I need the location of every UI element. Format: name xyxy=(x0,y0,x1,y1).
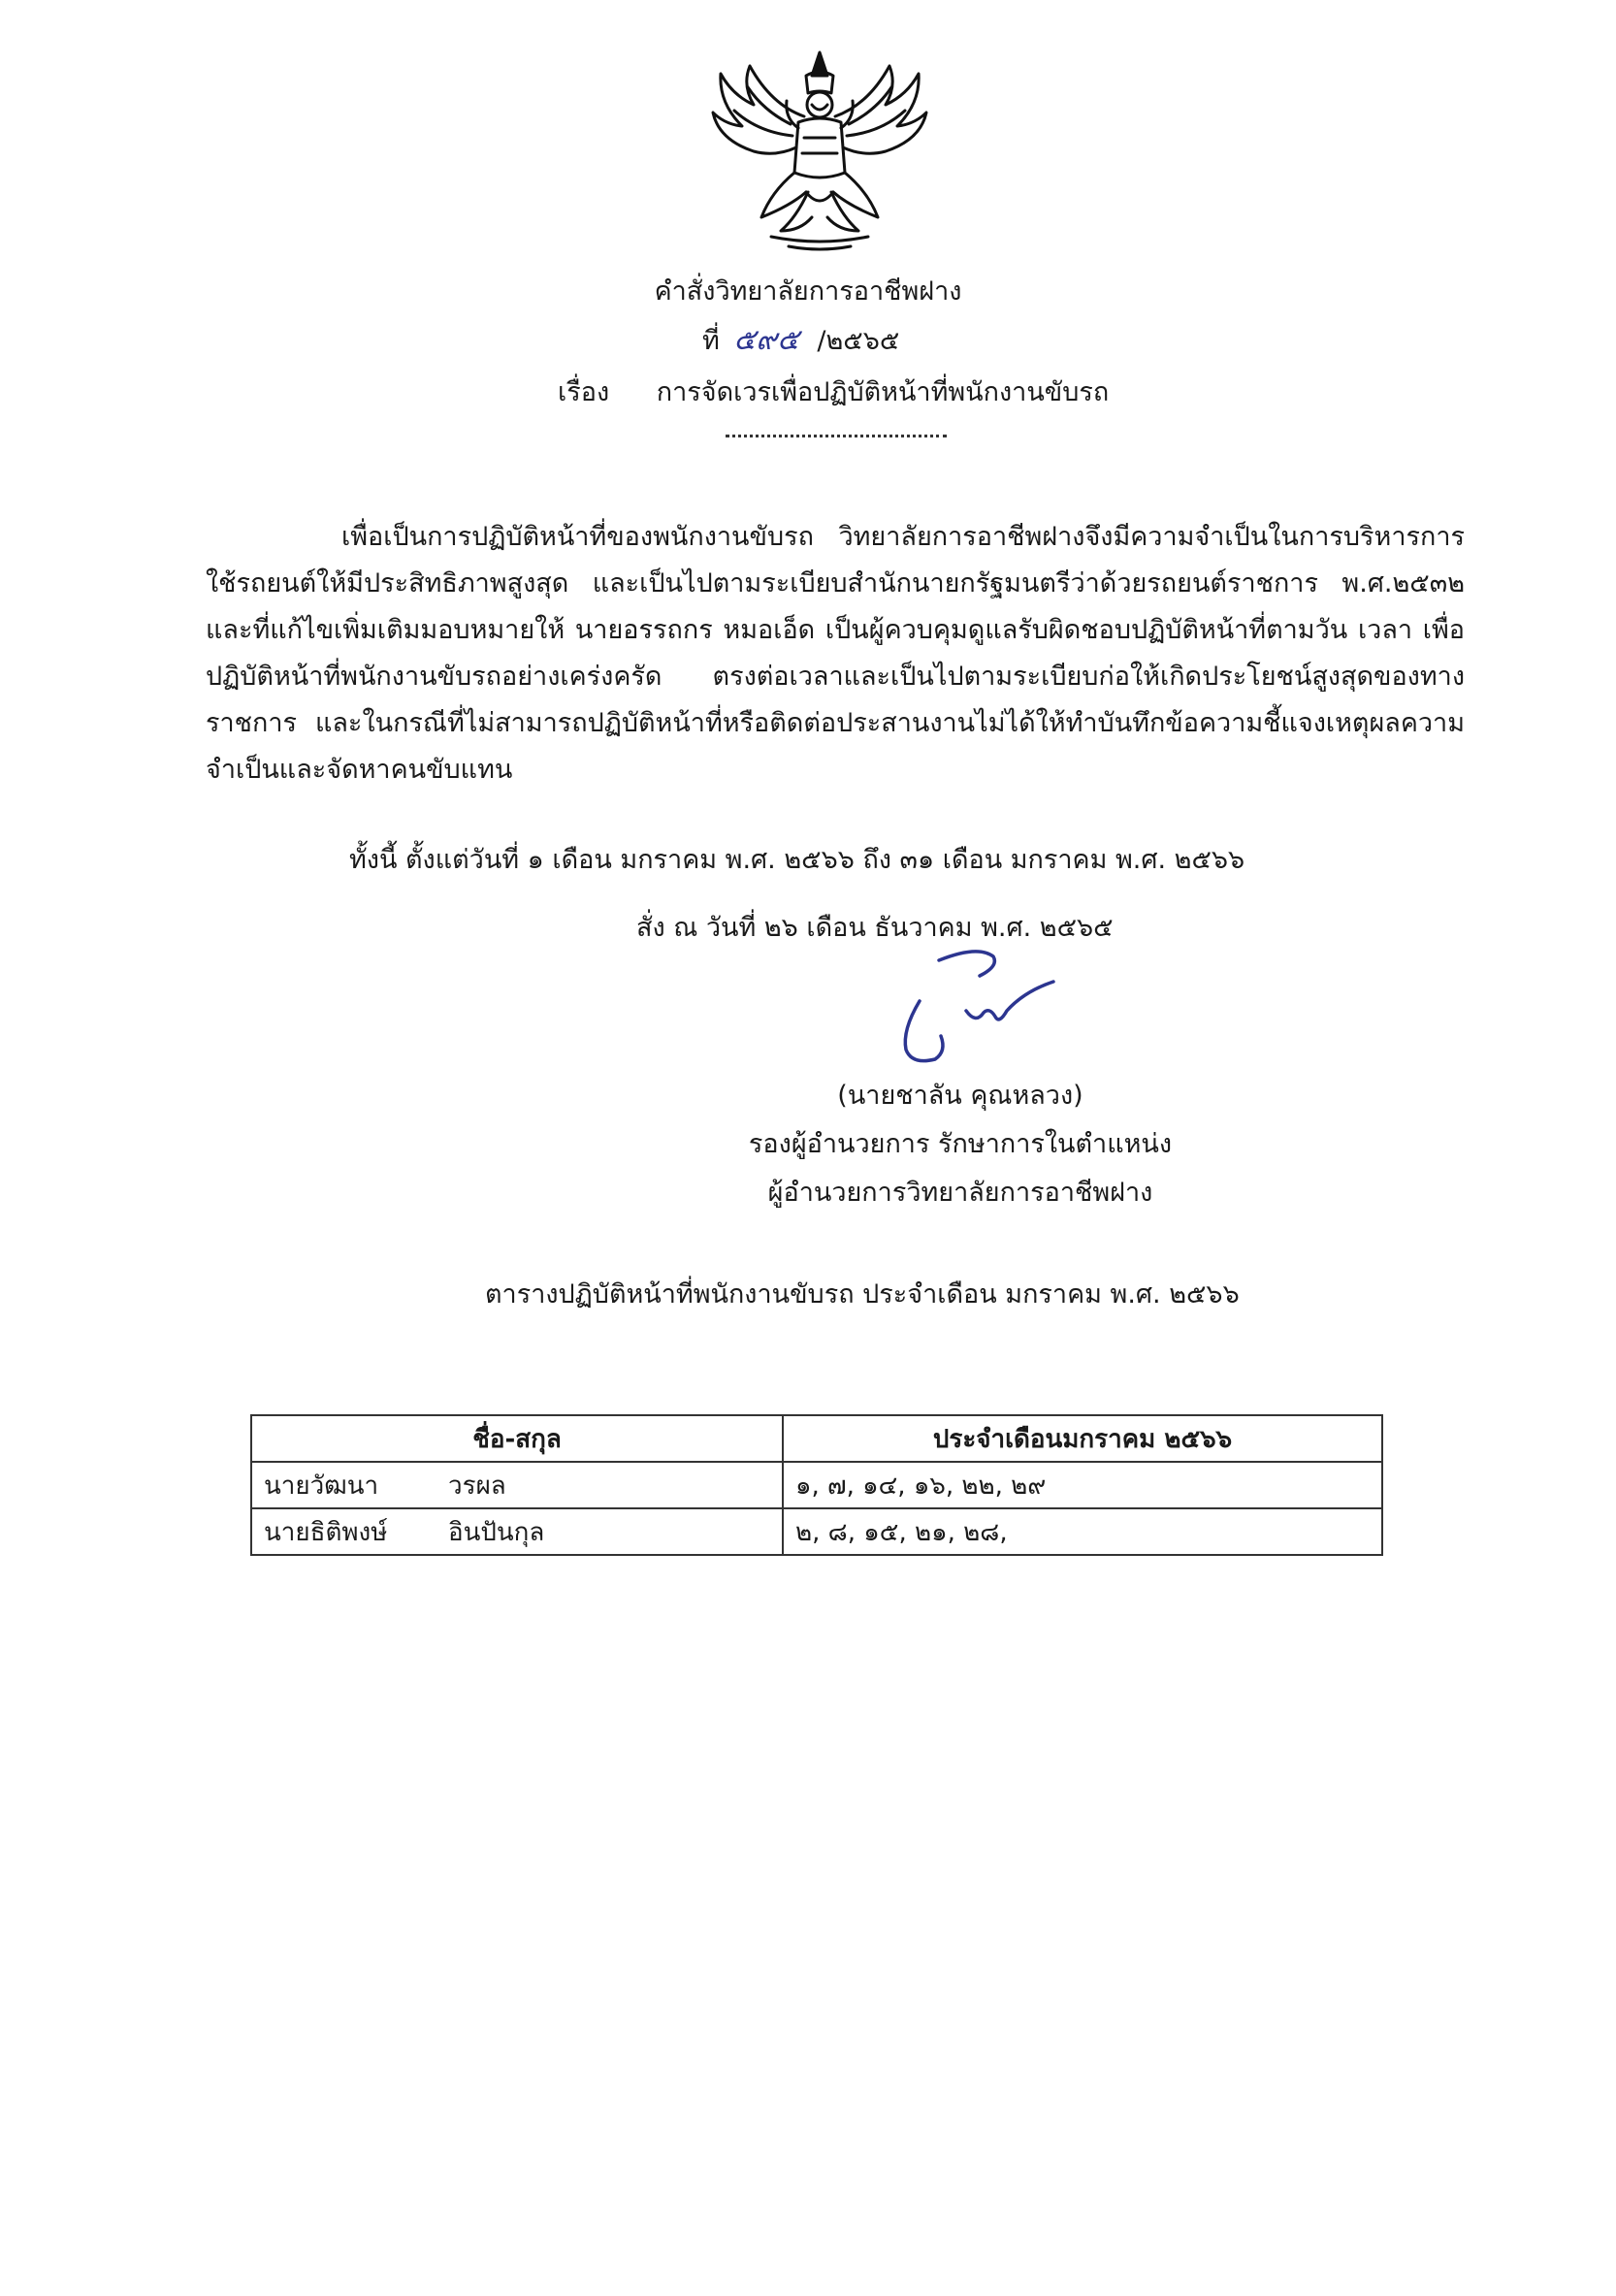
duty-dates-cell: ๒, ๘, ๑๕, ๒๑, ๒๘, xyxy=(783,1508,1382,1555)
order-paragraph: เพื่อเป็นการปฏิบัติหน้าที่ของพนักงานขับรถ วิทยาลัยการอาชีพฝางจึงมีความจำเป็นในการบริหารการใช้รถยนต์ให้มีประสิทธิภาพสูงสุด และเป็นไปตามระเบียบสำนักนายกรัฐมนตรีว่าด้วยรถยนต์ราชการ พ.ศ.๒๕๓๒ และที่แก้ไขเพิ่มเติมมอบหมายให้ นายอรรถกร หมอเอ็ด เป็นผู้ควบคุมดูแลรับผิดชอบปฏิบัติหน้าที่ตามวัน เวลา เพื่อปฏิบัติหน้าที่พนักงานขับรถอย่างเคร่งครัด ตรงต่อเวลาและเป็นไปตามระเบียบก่อให้เกิดประโยชน์สูงสุดของทางราชการ และในกรณีที่ไม่สามารถปฏิบัติหน้าที่หรือติดต่อประสานงานไม่ได้ให้ทำบันทึกข้อความชี้แจงเหตุผลความจำเป็นและจัดหาคนขับแทน xyxy=(206,522,1465,785)
order-number-year: /๒๕๖๕ xyxy=(817,326,900,356)
schedule-title: ตารางปฏิบัติหน้าที่พนักงานขับรถ ประจำเดือน มกราคม พ.ศ. ๒๕๖๖ xyxy=(485,1279,1240,1310)
signatory-name: (นายชาลัน คุณหลวง) xyxy=(837,1081,1083,1111)
driver-last-name: อินปันกุล xyxy=(448,1517,545,1547)
driver-first-name: นายธิติพงษ์ xyxy=(264,1517,388,1547)
order-number-handwritten: ๕๙๕ xyxy=(733,323,799,357)
order-number xyxy=(702,324,899,358)
driver-name-cell xyxy=(251,1462,783,1508)
garuda-emblem-icon xyxy=(703,47,936,255)
table-row xyxy=(251,1508,1382,1555)
signatory-position-1: รองผู้อำนวยการ รักษาการในตำแหน่ง xyxy=(748,1129,1173,1159)
signatory-position-2: ผู้อำนวยการวิทยาลัยการอาชีพฝาง xyxy=(767,1178,1153,1208)
ordered-date: สั่ง ณ วันที่ ๒๖ เดือน ธันวาคม พ.ศ. ๒๕๖๕ xyxy=(636,913,1114,943)
driver-name-cell xyxy=(251,1508,783,1555)
subject-label: เรื่อง xyxy=(558,377,610,407)
effective-period: ทั้งนี้ ตั้งแต่วันที่ ๑ เดือน มกราคม พ.ศ. ๒๕๖๖ ถึง ๓๑ เดือน มกราคม พ.ศ. ๒๕๖๖ xyxy=(349,845,1245,875)
schedule-table xyxy=(250,1414,1383,1556)
driver-first-name: นายวัฒนา xyxy=(264,1471,379,1501)
schedule-header-row xyxy=(251,1415,1382,1462)
duty-dates-cell: ๑, ๗, ๑๔, ๑๖, ๒๒, ๒๙ xyxy=(783,1462,1382,1508)
subject-text: การจัดเวรเพื่อปฏิบัติหน้าที่พนักงานขับรถ xyxy=(656,377,1110,407)
dotted-separator xyxy=(726,435,947,437)
order-body xyxy=(206,514,1465,793)
driver-last-name: วรผล xyxy=(448,1471,506,1501)
table-row xyxy=(251,1462,1382,1508)
signatory-block xyxy=(718,1072,1203,1217)
order-title: คำสั่งวิทยาลัยการอาชีพฝาง xyxy=(654,276,962,307)
order-subject xyxy=(558,376,1109,409)
handwritten-signature xyxy=(883,943,1057,1069)
column-header-name: ชื่อ-สกุล xyxy=(251,1415,783,1462)
order-number-prefix: ที่ xyxy=(702,326,720,356)
column-header-month: ประจำเดือนมกราคม ๒๕๖๖ xyxy=(783,1415,1382,1462)
